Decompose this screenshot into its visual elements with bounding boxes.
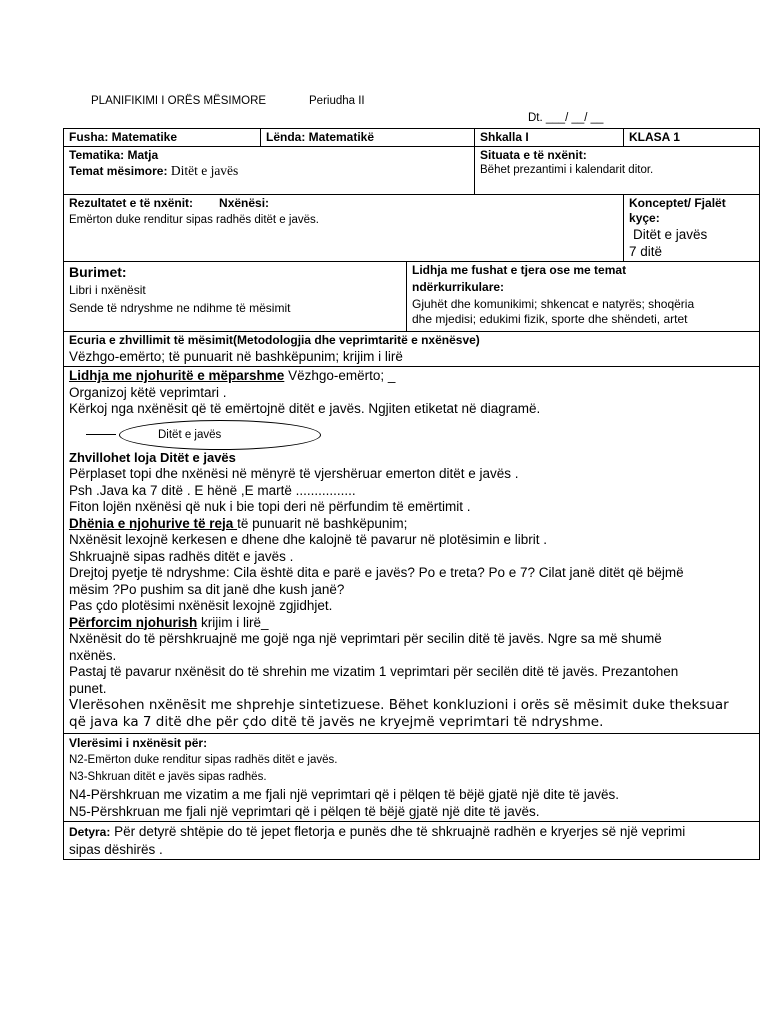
lesson-plan-document — [63, 128, 759, 860]
konceptet-item-2: 7 ditë — [629, 244, 663, 259]
klasa-cell: KLASA 1 — [624, 129, 760, 147]
tematika-row — [64, 147, 760, 195]
konceptet-cell — [624, 195, 760, 262]
activity-line: mësim ?Po pushim sa dit janë dhe kush janë? — [69, 581, 345, 597]
lidhja-value-line-2: dhe mjedisi; edukimi fizik, sporte dhe shëndeti, artet — [412, 312, 688, 326]
activities-row — [64, 367, 760, 734]
detyra-row — [64, 822, 760, 860]
section-heading-lidhja: Lidhja me njohuritë e mëparshme — [69, 368, 285, 383]
tematika-label: Tematika: Matja — [69, 148, 159, 162]
vleresimi-cell — [64, 734, 760, 822]
activity-line: Organizoj këtë veprimtari . — [69, 384, 227, 400]
detyra-value-line-2: sipas dëshirës . — [69, 842, 163, 857]
situata-label: Situata e të nxënit: — [480, 148, 587, 162]
activity-line: Vlerësohen nxënësit me shprehje sintetizuese. Bëhet konkluzioni i orës së mësimit duke theksuar — [69, 697, 729, 713]
detyra-value-line-1: Për detyrë shtëpie do të jepet fletorja e punës dhe të shkruajnë radhën e kryerjes së një veprimi — [110, 824, 686, 839]
burimet-cell — [64, 262, 407, 332]
burimet-label: Burimet: — [69, 264, 127, 280]
section-heading-perforcim: Përforcim njohurish — [69, 614, 198, 630]
activities-cell — [64, 367, 760, 734]
burimet-item-1: Libri i nxënësit — [69, 283, 146, 297]
activity-line: punet. — [69, 680, 107, 696]
lidhja-label-line-1: Lidhja me fushat e tjera ose me temat — [412, 263, 627, 277]
header-row — [64, 129, 760, 147]
lidhja-value-line-1: Gjuhët dhe komunikimi; shkencat e natyrës; shoqëria — [412, 297, 695, 311]
diagram — [69, 418, 754, 450]
shkalla-cell: Shkalla I — [475, 129, 624, 147]
activity-line: Drejtoj pyetje të ndryshme: Cila është dita e parë e javës? Po e treta? Po e 7? Cilat janë ditët që bëjmë — [69, 565, 684, 580]
konceptet-item-1: Ditët e javës — [633, 227, 708, 242]
criterion-n5: N5-Përshkruan me fjali një veprimtari që i pëlqen të bëjë gjatë një dite të javës. — [69, 804, 540, 819]
burimet-row — [64, 262, 760, 332]
criterion-n4: N4-Përshkruan me vizatim a me fjali një veprimtari që i pëlqen të bëjë gjatë një dite të javës. — [69, 787, 620, 802]
activity-line: Pastaj të pavarur nxënësit do të shrehin me vizatim 1 veprimtari për secilën ditë të javës. Prezantohen — [69, 664, 679, 679]
activity-line: Fiton lojën nxënësi që nuk i bie topi deri në përfundim të emërtimit . — [69, 499, 471, 514]
tematika-cell — [64, 147, 475, 195]
temat-label: Temat mësimore: — [69, 164, 168, 178]
activity-line: nxënës. — [69, 647, 117, 663]
date-field: Dt. ___/ __/ __ — [528, 112, 604, 124]
page-title: PLANIFIKIMI I ORËS MËSIMORE — [91, 95, 267, 107]
nxenesi-label: Nxënësi: — [219, 196, 270, 210]
diagram-oval: Ditët e javës — [119, 420, 321, 450]
lesson-plan-table — [63, 128, 760, 860]
detyra-label: Detyra: — [69, 825, 111, 839]
activity-line: që java ka 7 ditë dhe për çdo ditë të javës ne kryejmë veprimtari të ndryshme. — [69, 713, 604, 730]
lidhja-cell — [407, 262, 760, 332]
game-heading: Zhvillohet loja Ditët e javës — [69, 449, 236, 465]
criterion-n2: N2-Emërton duke renditur sipas radhës ditët e javës. — [69, 754, 338, 766]
section-heading-dhenia-tail: të punuarit në bashkëpunim; — [237, 515, 408, 531]
period-label: Periudha II — [309, 95, 365, 107]
vleresimi-row — [64, 734, 760, 822]
situata-value: Bëhet prezantimi i kalendarit ditor. — [480, 164, 654, 176]
activity-line: Kërkoj nga nxënësit që të emërtojnë ditët e javës. Ngjiten etiketat në diagramë. — [69, 401, 541, 416]
konceptet-label: Konceptet/ Fjalët kyçe: — [629, 196, 726, 225]
activity-line: Përplaset topi dhe nxënësi në mënyrë të vjershëruar emerton ditët e javës . — [69, 466, 519, 481]
rezultatet-row — [64, 195, 760, 262]
ecuria-value: Vëzhgo-emërto; të punuarit në bashkëpunim; krijim i lirë — [69, 349, 403, 364]
diagram-connector — [86, 434, 116, 435]
activity-line: Nxënësit do të përshkruajnë me gojë nga një veprimtari për secilin ditë të javës. Ngre sa më shumë — [69, 631, 662, 646]
situata-cell — [475, 147, 760, 195]
section-heading-perforcim-tail: krijim i lirë_ — [197, 614, 269, 630]
section-heading-lidhja-tail: Vëzhgo-emërto; _ — [284, 368, 396, 383]
criterion-n3: N3-Shkruan ditët e javës sipas radhës. — [69, 771, 267, 783]
temat-value: Ditët e javës — [170, 163, 239, 178]
vleresimi-label: Vlerësimi i nxënësit për: — [69, 736, 208, 750]
activity-line: Psh .Java ka 7 ditë . E hënë ,E martë ................ — [69, 482, 356, 498]
fusha-cell: Fusha: Matematike — [64, 129, 261, 147]
detyra-cell — [64, 822, 760, 860]
section-heading-dhenia: Dhënia e njohurive të reja — [69, 515, 238, 531]
burimet-item-2: Sende të ndryshme ne ndihme të mësimit — [69, 301, 291, 315]
rezultatet-value: Emërton duke renditur sipas radhës ditët e javës. — [69, 214, 319, 226]
ecuria-label: Ecuria e zhvillimit të mësimit(Metodologjia dhe veprimtaritë e nxënësve) — [69, 333, 480, 347]
rezultatet-label: Rezultatet e të nxënit: — [69, 196, 194, 210]
lidhja-label-line-2: ndërkurrikulare: — [412, 280, 505, 294]
lenda-cell: Lënda: Matematikë — [261, 129, 475, 147]
ecuria-cell — [64, 332, 760, 367]
activity-line: Pas çdo plotësimi nxënësit lexojnë zgjidhjet. — [69, 598, 333, 613]
activity-line: Shkruajnë sipas radhës ditët e javës . — [69, 548, 294, 564]
activity-line: Nxënësit lexojnë kerkesen e dhene dhe kalojnë të pavarur në plotësimin e librit . — [69, 532, 548, 547]
rezultatet-cell — [64, 195, 624, 262]
ecuria-row — [64, 332, 760, 367]
